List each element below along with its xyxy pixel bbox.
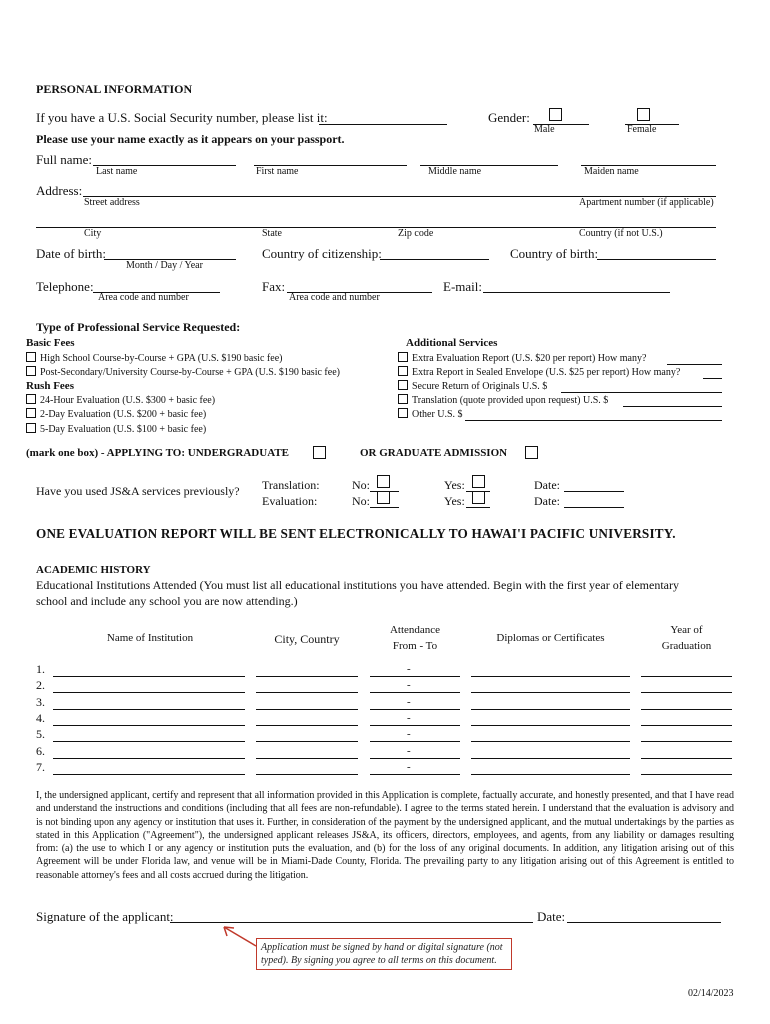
maiden-name-hint: Maiden name	[584, 166, 639, 177]
evaluation-date-label: Date:	[534, 494, 560, 508]
checkbox[interactable]	[398, 366, 408, 376]
country-hint: Country (if not U.S.)	[579, 228, 663, 239]
row-number: 5.	[36, 727, 45, 742]
institution-name-field[interactable]	[53, 692, 245, 693]
first-name-hint: First name	[256, 166, 299, 177]
ssn-field[interactable]	[319, 124, 447, 125]
row-number: 6.	[36, 743, 45, 758]
checkbox[interactable]	[398, 394, 408, 404]
row-number: 7.	[36, 759, 45, 774]
academic-intro-line-2: school and include any school you are now attending.)	[36, 594, 298, 608]
passport-note: Please use your name exactly as it appears on your passport.	[36, 132, 345, 146]
translation-no-checkbox[interactable]	[377, 475, 390, 488]
basic-fees-heading: Basic Fees	[26, 337, 75, 349]
fax-hint: Area code and number	[289, 292, 380, 303]
service-option[interactable]	[398, 366, 680, 378]
checkbox[interactable]	[398, 380, 408, 390]
address-label: Address:	[36, 183, 83, 198]
institution-name-field[interactable]	[53, 774, 245, 775]
apartment-hint: Apartment number (if applicable)	[579, 197, 714, 208]
attendance-dash: -	[407, 744, 411, 757]
birth-country-field[interactable]	[597, 259, 716, 260]
email-label: E-mail:	[443, 279, 482, 294]
service-option[interactable]	[26, 423, 206, 435]
rush-fees-heading: Rush Fees	[26, 380, 74, 392]
graduate-checkbox[interactable]	[525, 446, 538, 459]
institution-name-field[interactable]	[53, 741, 245, 742]
row-number: 2.	[36, 678, 45, 693]
checkbox[interactable]	[26, 366, 36, 376]
diploma-field[interactable]	[471, 725, 630, 726]
amount-field[interactable]	[623, 406, 722, 407]
graduation-year-field[interactable]	[641, 758, 732, 759]
attendance-dash: -	[407, 760, 411, 773]
service-option[interactable]	[398, 394, 608, 406]
city-country-field[interactable]	[256, 758, 358, 759]
diploma-field[interactable]	[471, 676, 630, 677]
translation-no-label: No:	[352, 478, 370, 492]
attendance-field[interactable]	[370, 758, 460, 759]
email-field[interactable]	[483, 292, 670, 293]
service-option-label: Other U.S. $	[412, 409, 463, 420]
citizenship-label: Country of citizenship:	[262, 246, 382, 261]
previous-services-question: Have you used JS&A services previously?	[36, 484, 240, 498]
row-number: 3.	[36, 694, 45, 709]
male-checkbox[interactable]	[549, 108, 562, 121]
attendance-dash: -	[407, 679, 411, 692]
translation-date-field[interactable]	[564, 491, 624, 492]
male-label: Male	[534, 124, 555, 135]
translation-label: Translation:	[262, 478, 320, 492]
checkbox[interactable]	[398, 408, 408, 418]
birth-country-label: Country of birth:	[510, 246, 599, 261]
service-option[interactable]	[26, 366, 340, 378]
col-year-subheader: Graduation	[661, 640, 712, 652]
attendance-dash: -	[407, 663, 411, 675]
attendance-field[interactable]	[370, 741, 460, 742]
citizenship-field[interactable]	[380, 259, 489, 260]
service-option-label: Extra Report in Sealed Envelope (U.S. $25 per report) How many?	[412, 367, 681, 378]
female-label: Female	[627, 124, 657, 135]
city-country-field[interactable]	[256, 741, 358, 742]
ssn-label: If you have a U.S. Social Security number, please list it:	[36, 110, 328, 125]
telephone-hint: Area code and number	[98, 292, 189, 303]
service-option-label: High School Course-by-Course + GPA (U.S. $190 basic fee)	[40, 353, 283, 364]
signature-label: Signature of the applicant:	[36, 909, 174, 924]
service-option[interactable]	[398, 408, 463, 420]
graduation-year-field[interactable]	[641, 774, 732, 775]
additional-services-heading: Additional Services	[406, 337, 498, 349]
evaluation-date-field[interactable]	[564, 507, 624, 508]
service-option[interactable]	[26, 408, 206, 420]
undergraduate-checkbox[interactable]	[313, 446, 326, 459]
evaluation-yes-checkbox[interactable]	[472, 491, 485, 504]
amount-field[interactable]	[465, 420, 722, 421]
checkbox[interactable]	[26, 423, 36, 433]
signature-date-label: Date:	[537, 909, 566, 924]
fax-label: Fax:	[262, 279, 286, 294]
row-number: 4.	[36, 710, 45, 725]
zip-hint: Zip code	[398, 228, 434, 239]
attendance-field[interactable]	[370, 676, 460, 677]
diploma-field[interactable]	[471, 774, 630, 775]
signature-note: Application must be signed by hand or digital signature (not typed). By signing you agree to all terms on this document.	[256, 938, 512, 970]
attendance-field[interactable]	[370, 774, 460, 775]
evaluation-no-checkbox[interactable]	[377, 491, 390, 504]
graduate-label: OR GRADUATE ADMISSION	[360, 447, 508, 459]
graduation-year-field[interactable]	[641, 725, 732, 726]
institution-name-field[interactable]	[53, 676, 245, 677]
city-country-field[interactable]	[256, 774, 358, 775]
diploma-field[interactable]	[471, 741, 630, 742]
academic-history-heading: ACADEMIC HISTORY	[36, 564, 151, 576]
city-country-field[interactable]	[256, 676, 358, 677]
checkbox[interactable]	[26, 408, 36, 418]
services-heading: Type of Professional Service Requested:	[36, 320, 241, 334]
city-country-field[interactable]	[256, 709, 358, 710]
attendance-dash: -	[407, 711, 411, 724]
service-option-label: 5-Day Evaluation (U.S. $100 + basic fee)	[40, 424, 207, 435]
middle-name-hint: Middle name	[428, 166, 482, 177]
graduation-year-field[interactable]	[641, 709, 732, 710]
electronic-report-banner: ONE EVALUATION REPORT WILL BE SENT ELECTRONICALLY TO HAWAI'I PACIFIC UNIVERSITY.	[36, 526, 676, 541]
how-many-field[interactable]	[667, 364, 722, 365]
translation-date-label: Date:	[534, 478, 560, 492]
dob-hint: Month / Day / Year	[126, 260, 203, 271]
service-option-label: Translation (quote provided upon request) U.S. $	[412, 395, 609, 406]
diploma-field[interactable]	[471, 758, 630, 759]
section-heading-personal: PERSONAL INFORMATION	[36, 82, 193, 96]
institution-name-field[interactable]	[53, 758, 245, 759]
col-year-header: Year of	[670, 624, 703, 636]
last-name-hint: Last name	[96, 166, 138, 177]
col-attendance-subheader: From - To	[392, 640, 438, 652]
col-diploma-header: Diplomas or Certificates	[496, 632, 605, 644]
diploma-field[interactable]	[471, 709, 630, 710]
state-hint: State	[262, 228, 282, 239]
signature-date-field[interactable]	[567, 922, 721, 923]
evaluation-label: Evaluation:	[262, 494, 318, 508]
service-option[interactable]	[398, 380, 547, 392]
attendance-field[interactable]	[370, 692, 460, 693]
diploma-field[interactable]	[471, 692, 630, 693]
service-option-label: 24-Hour Evaluation (U.S. $300 + basic fee)	[40, 395, 216, 406]
arrow-icon	[218, 922, 260, 952]
attendance-field[interactable]	[370, 725, 460, 726]
col-attendance-header: Attendance	[389, 624, 441, 636]
row-number: 1.	[36, 662, 45, 676]
institution-name-field[interactable]	[53, 725, 245, 726]
city-country-field[interactable]	[256, 692, 358, 693]
attendance-field[interactable]	[370, 709, 460, 710]
checkbox[interactable]	[26, 352, 36, 362]
service-option[interactable]	[26, 352, 282, 364]
certification-text: I, the undersigned applicant, certify and represent that all information provided in this Application is complete, factually accurate, and honestly presented, and that I have read and understand the instructions and conditions (including that all fees are non-refundable). I agree to the terms stated herein. I understand that the evaluation is advisory and is not binding upon any agency or institution that uses it. Further, in consideration of the payment by the undersigned applicant, and the mutual undertakings by the parties as stated in this Application ("Agreement"), the undersigned applicant releases JS&A, its officers, directors, employees, and agents, from any liability or damages resulting from: (a) the use to which I or any agency or institution puts the evaluation, and (b) for the loss of any original documents. In addition, any litigation arising out of this Agreement will be under Florida law, and venue will be in Miami-Dade County, Florida. The prevailing party to any litigation arising out of this Agreement is entitled to reasonable attorney's fees and all costs accrued during the litigation.	[36, 790, 734, 881]
graduation-year-field[interactable]	[641, 692, 732, 693]
applying-to-label: (mark one box) - APPLYING TO: UNDERGRADUATE	[26, 447, 290, 459]
col-institution-header: Name of Institution	[106, 632, 194, 644]
translation-yes-label: Yes:	[444, 478, 465, 492]
service-option-label: Extra Evaluation Report (U.S. $20 per report) How many?	[412, 353, 647, 364]
service-option-label: Post-Secondary/University Course-by-Course + GPA (U.S. $190 basic fee)	[40, 367, 340, 378]
checkbox[interactable]	[398, 352, 408, 362]
service-option[interactable]	[398, 352, 646, 364]
city-hint: City	[84, 228, 102, 239]
service-option[interactable]	[26, 394, 215, 406]
street-hint: Street address	[84, 197, 140, 208]
female-checkbox[interactable]	[637, 108, 650, 121]
graduation-year-field[interactable]	[641, 676, 732, 677]
checkbox[interactable]	[26, 394, 36, 404]
evaluation-yes-line	[466, 507, 490, 508]
amount-field[interactable]	[561, 392, 722, 393]
city-country-field[interactable]	[256, 725, 358, 726]
service-option-label: Secure Return of Originals U.S. $	[412, 381, 548, 392]
dob-label: Date of birth:	[36, 246, 107, 261]
col-city-header: City, Country	[274, 632, 340, 646]
academic-intro-line-1: Educational Institutions Attended (You must list all educational institutions you have attended. Begin with the first year of elementary	[36, 578, 679, 592]
telephone-label: Telephone:	[36, 279, 94, 294]
how-many-field[interactable]	[703, 378, 722, 379]
graduation-year-field[interactable]	[641, 741, 732, 742]
service-option-label: 2-Day Evaluation (U.S. $200 + basic fee)	[40, 409, 207, 420]
footer-date: 02/14/2023	[688, 988, 734, 999]
institution-name-field[interactable]	[53, 709, 245, 710]
evaluation-no-label: No:	[352, 494, 370, 508]
translation-yes-checkbox[interactable]	[472, 475, 485, 488]
attendance-dash: -	[407, 728, 411, 741]
fullname-label: Full name:	[36, 152, 92, 167]
gender-label: Gender:	[488, 110, 530, 125]
evaluation-no-line	[370, 507, 399, 508]
attendance-dash: -	[407, 695, 411, 708]
evaluation-yes-label: Yes:	[444, 494, 465, 508]
